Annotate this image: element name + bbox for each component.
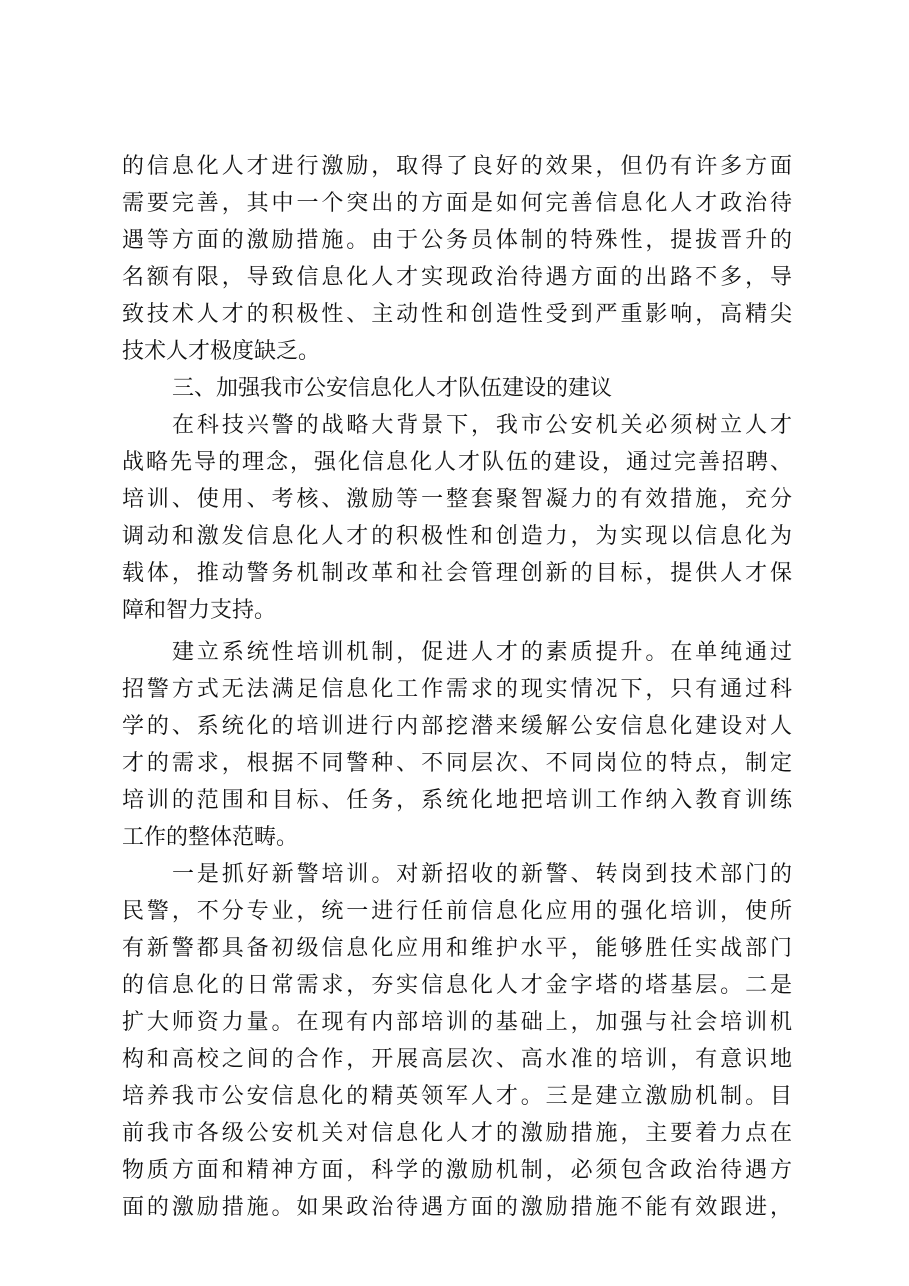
paragraph-measures-line-2: 民警，不分专业，统一进行任前信息化应用的强化培训，使所 xyxy=(122,899,792,924)
paragraph-intro-line-6: 技术人才极度缺乏。 xyxy=(122,339,321,364)
paragraph-background-line-6: 障和智力支持。 xyxy=(122,598,277,623)
paragraph-background-line-4: 调动和激发信息化人才的积极性和创造力，为实现以信息化为 xyxy=(122,524,792,549)
section-heading: 三、加强我市公安信息化人才队伍建设的建议 xyxy=(172,376,613,401)
paragraph-measures-line-1: 一是抓好新警培训。对新招收的新警、转岗到技术部门的 xyxy=(172,862,792,887)
paragraph-measures-line-8: 前我市各级公安机关对信息化人才的激励措施，主要着力点在 xyxy=(122,1121,792,1146)
paragraph-training-line-2: 招警方式无法满足信息化工作需求的现实情况下，只有通过科 xyxy=(122,677,792,702)
paragraph-measures-line-9: 物质方面和精神方面，科学的激励机制，必须包含政治待遇方 xyxy=(122,1158,792,1183)
paragraph-measures-line-5: 扩大师资力量。在现有内部培训的基础上，加强与社会培训机 xyxy=(122,1010,792,1035)
paragraph-background-line-2: 战略先导的理念，强化信息化人才队伍的建设，通过完善招聘、 xyxy=(122,450,792,475)
paragraph-training-line-6: 工作的整体范畴。 xyxy=(122,825,299,850)
paragraph-measures-line-4: 的信息化的日常需求，夯实信息化人才金字塔的塔基层。二是 xyxy=(122,973,792,998)
paragraph-intro-line-5: 致技术人才的积极性、主动性和创造性受到严重影响，高精尖 xyxy=(122,302,792,327)
paragraph-intro-line-2: 需要完善，其中一个突出的方面是如何完善信息化人才政治待 xyxy=(122,191,792,216)
paragraph-measures-line-7: 培养我市公安信息化的精英领军人才。三是建立激励机制。目 xyxy=(122,1084,792,1109)
paragraph-measures-line-6: 构和高校之间的合作，开展高层次、高水准的培训，有意识地 xyxy=(122,1047,792,1072)
paragraph-background-line-5: 载体，推动警务机制改革和社会管理创新的目标，提供人才保 xyxy=(122,561,792,586)
paragraph-training-line-3: 学的、系统化的培训进行内部挖潜来缓解公安信息化建设对人 xyxy=(122,714,792,739)
paragraph-training-line-4: 才的需求，根据不同警种、不同层次、不同岗位的特点，制定 xyxy=(122,751,792,776)
paragraph-intro-line-4: 名额有限，导致信息化人才实现政治待遇方面的出路不多，导 xyxy=(122,265,792,290)
paragraph-measures-line-3: 有新警都具备初级信息化应用和维护水平，能够胜任实战部门 xyxy=(122,936,792,961)
paragraph-background-line-3: 培训、使用、考核、激励等一整套聚智凝力的有效措施，充分 xyxy=(122,487,792,512)
paragraph-intro-line-1: 的信息化人才进行激励，取得了良好的效果，但仍有许多方面 xyxy=(122,154,792,179)
paragraph-training-line-5: 培训的范围和目标、任务，系统化地把培训工作纳入教育训练 xyxy=(122,788,792,813)
paragraph-background-line-1: 在科技兴警的战略大背景下，我市公安机关必须树立人才 xyxy=(172,413,792,438)
paragraph-measures-line-10: 面的激励措施。如果政治待遇方面的激励措施不能有效跟进， xyxy=(122,1195,792,1220)
paragraph-intro-line-3: 遇等方面的激励措施。由于公务员体制的特殊性，提拔晋升的 xyxy=(122,228,792,253)
paragraph-training-line-1: 建立系统性培训机制，促进人才的素质提升。在单纯通过 xyxy=(172,640,792,665)
